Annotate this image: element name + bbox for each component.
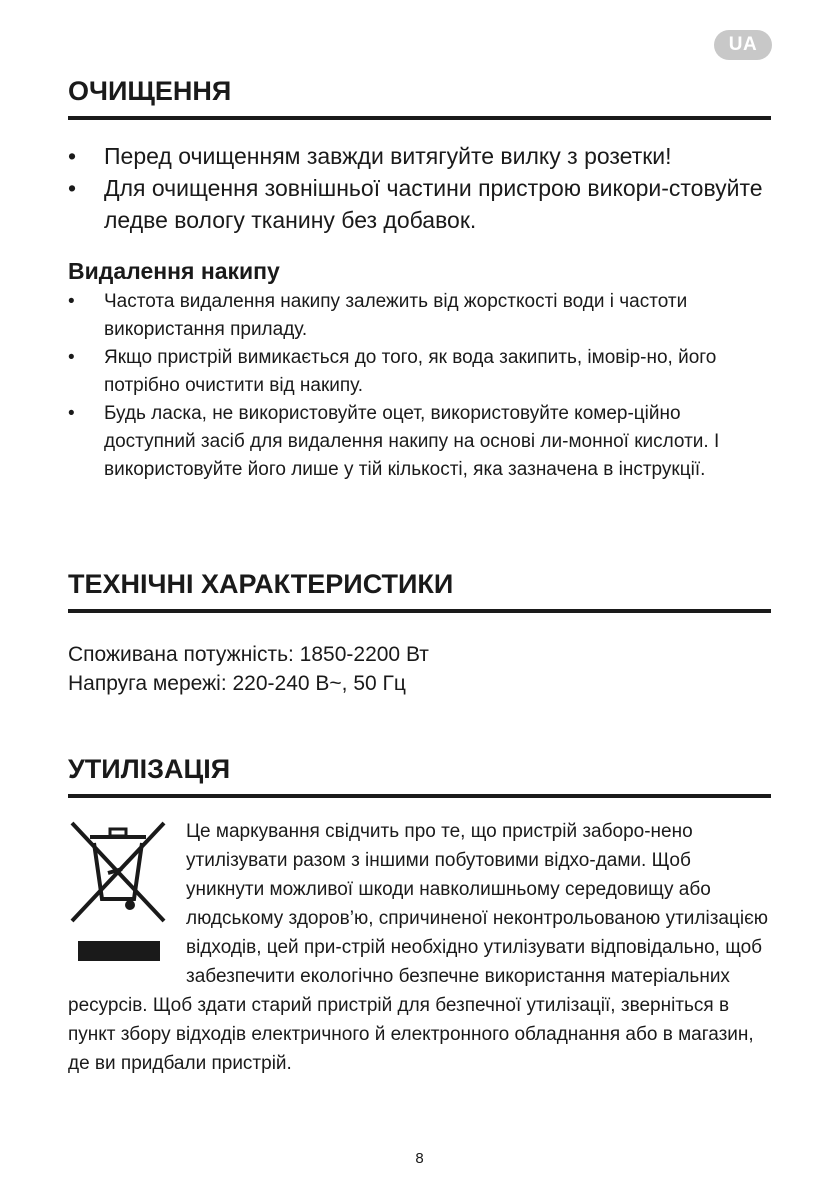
weee-symbol [68,817,184,987]
bullet: • [68,143,77,169]
spec-power: Споживана потужність: 1850-2200 Вт [68,643,429,666]
disposal-heading: УТИЛІЗАЦІЯ [68,752,771,798]
specs-heading: ТЕХНІЧНІ ХАРАКТЕРИСТИКИ [68,567,771,613]
descaling-item-2: Якщо пристрій вимикається до того, як вода закипить, імовір-но, його потрібно очистити від накипу. [104,347,717,396]
disposal-text: Це маркування свідчить про те, що пристрій заборо-нено утилізувати разом з іншими побутовими відхо-дами. Щоб уникнути можливої шкоди навколишньому середовищу або людському здоров’ю, спричиненої неконтрольованою утилізацією відходів, цей при-стрій необхідно утилізувати відповідально, щоб забезпечити екологічно безпечне використання матеріальних ресурсів. Щоб здати старий пристрій для безпечної утилізації, зверніться в пункт збору відходів електричного й електронного обладнання або в магазин, де ви придбали пристрій. [68,821,769,1074]
descaling-list [68,288,773,484]
list-item [68,140,773,172]
list-item [68,288,773,344]
page-number: 8 [415,1150,424,1167]
list-item [68,172,773,236]
descaling-item-3: Будь ласка, не використовуйте оцет, використовуйте комер-ційно доступний засіб для видалення накипу на основі ли-монної кислоти. І використовуйте його лише у тій кількості, яка зазначена в інструкції. [104,403,720,480]
cleaning-item-1: Перед очищенням завжди витягуйте вилку з розетки! [104,143,672,169]
list-item [68,400,773,484]
cleaning-item-2: Для очищення зовнішньої частини пристрою викори-стовуйте ледве вологу тканину без добавок. [104,175,763,233]
language-badge: UA [714,30,772,60]
list-item [68,344,773,400]
cleaning-heading: ОЧИЩЕННЯ [68,74,771,120]
descaling-heading: Видалення накипу [68,258,280,284]
bullet: • [68,175,77,201]
crossed-bin-icon [68,817,168,967]
spec-voltage: Напруга мережі: 220-240 В~, 50 Гц [68,672,406,695]
bullet: • [68,291,75,312]
bullet: • [68,347,75,368]
disposal-paragraph [68,817,773,1078]
cleaning-list [68,140,773,236]
bullet: • [68,403,75,424]
descaling-item-1: Частота видалення накипу залежить від жорсткості води і частоти використання приладу. [104,291,688,340]
